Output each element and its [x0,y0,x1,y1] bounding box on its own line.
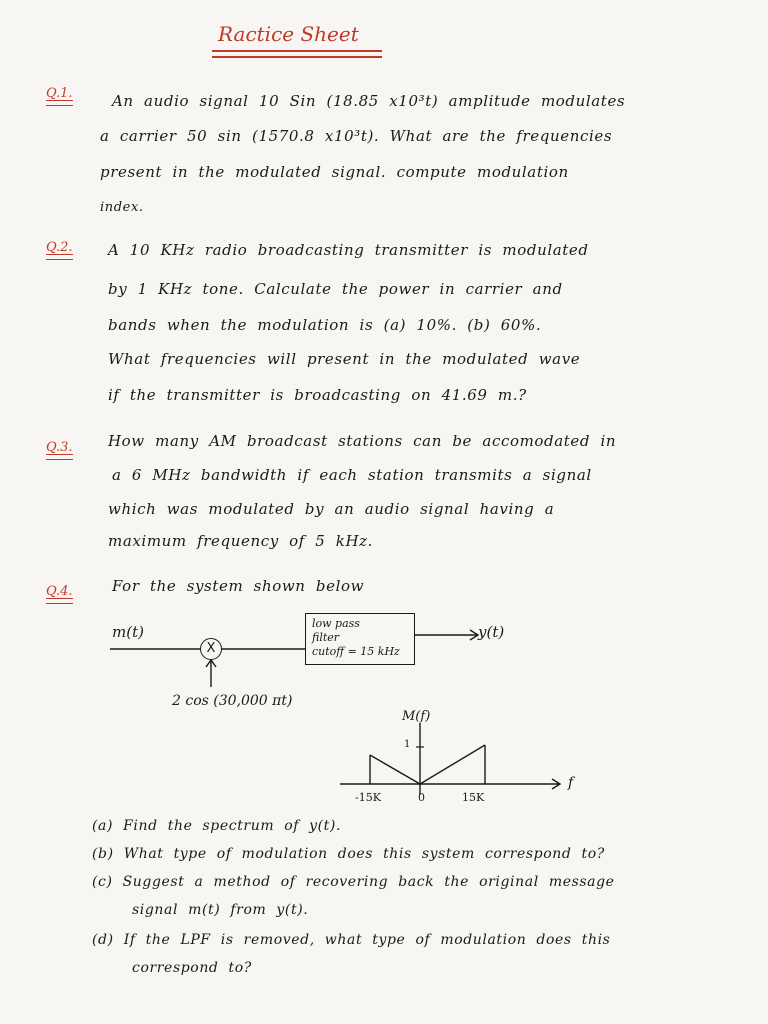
q3-line-3: which was modulated by an audio signal having a [108,500,555,518]
q4-part-b: (b) What type of modulation does this system correspond to? [92,846,605,862]
question-number-4: Q.4. [46,584,73,599]
q1-line-2: a carrier 50 sin (1570.8 x10³t). What are the frequencies [100,127,613,145]
output-label: y(t) [478,623,505,641]
page-title: Ractice Sheet [218,22,359,46]
q4-intro: For the system shown below [112,577,365,595]
spectrum-title: M(f) [402,709,431,724]
q4-part-d: (d) If the LPF is removed, what type of modulation does this [92,932,611,948]
lpf-label-1: low pass [312,617,360,630]
amplitude-tick: 1 [404,739,411,750]
carrier-label: 2 cos (30,000 πt) [172,693,293,709]
question-number-2: Q.2. [46,240,73,255]
q2-line-5: if the transmitter is broadcasting on 41.69 m.? [108,386,527,404]
q3-line-2: a 6 MHz bandwidth if each station transmits a signal [112,466,592,484]
system-diagram [100,605,720,810]
q1-line-1: An audio signal 10 Sin (18.85 x10³t) amplitude modulates [112,92,626,110]
title-underline-2 [212,56,382,58]
q1-line-4: index. [100,200,144,215]
multiplier-symbol: X [200,638,222,660]
lpf-label-2: filter [312,631,340,644]
q2-line-1: A 10 KHz radio broadcasting transmitter is modulated [108,241,589,259]
question-number-1: Q.1. [46,86,73,101]
q4-part-c: (c) Suggest a method of recovering back the original message [92,874,615,890]
q4-part-a: (a) Find the spectrum of y(t). [92,818,342,834]
q1-line-3: present in the modulated signal. compute modulation [100,163,569,181]
q4-part-c-cont: signal m(t) from y(t). [132,902,309,918]
q2-line-2: by 1 KHz tone. Calculate the power in carrier and [108,280,563,298]
lpf-cutoff-label: cutoff = 15 kHz [312,645,400,658]
q2-line-4: What frequencies will present in the modulated wave [108,350,581,368]
q3-line-1: How many AM broadcast stations can be accomodated in [108,432,617,450]
q2-line-3: bands when the modulation is (a) 10%. (b) 60%. [108,316,542,334]
tick-positive-15k: 15K [462,791,485,804]
q4-part-d-cont: correspond to? [132,960,252,976]
frequency-axis-label: f [568,775,574,791]
question-number-3: Q.3. [46,440,73,455]
tick-zero: 0 [418,791,425,804]
lowpass-filter-block [305,613,415,665]
q3-line-4: maximum frequency of 5 kHz. [108,532,374,550]
tick-negative-15k: -15K [355,791,381,804]
input-label: m(t) [112,623,144,641]
title-underline [212,50,382,52]
